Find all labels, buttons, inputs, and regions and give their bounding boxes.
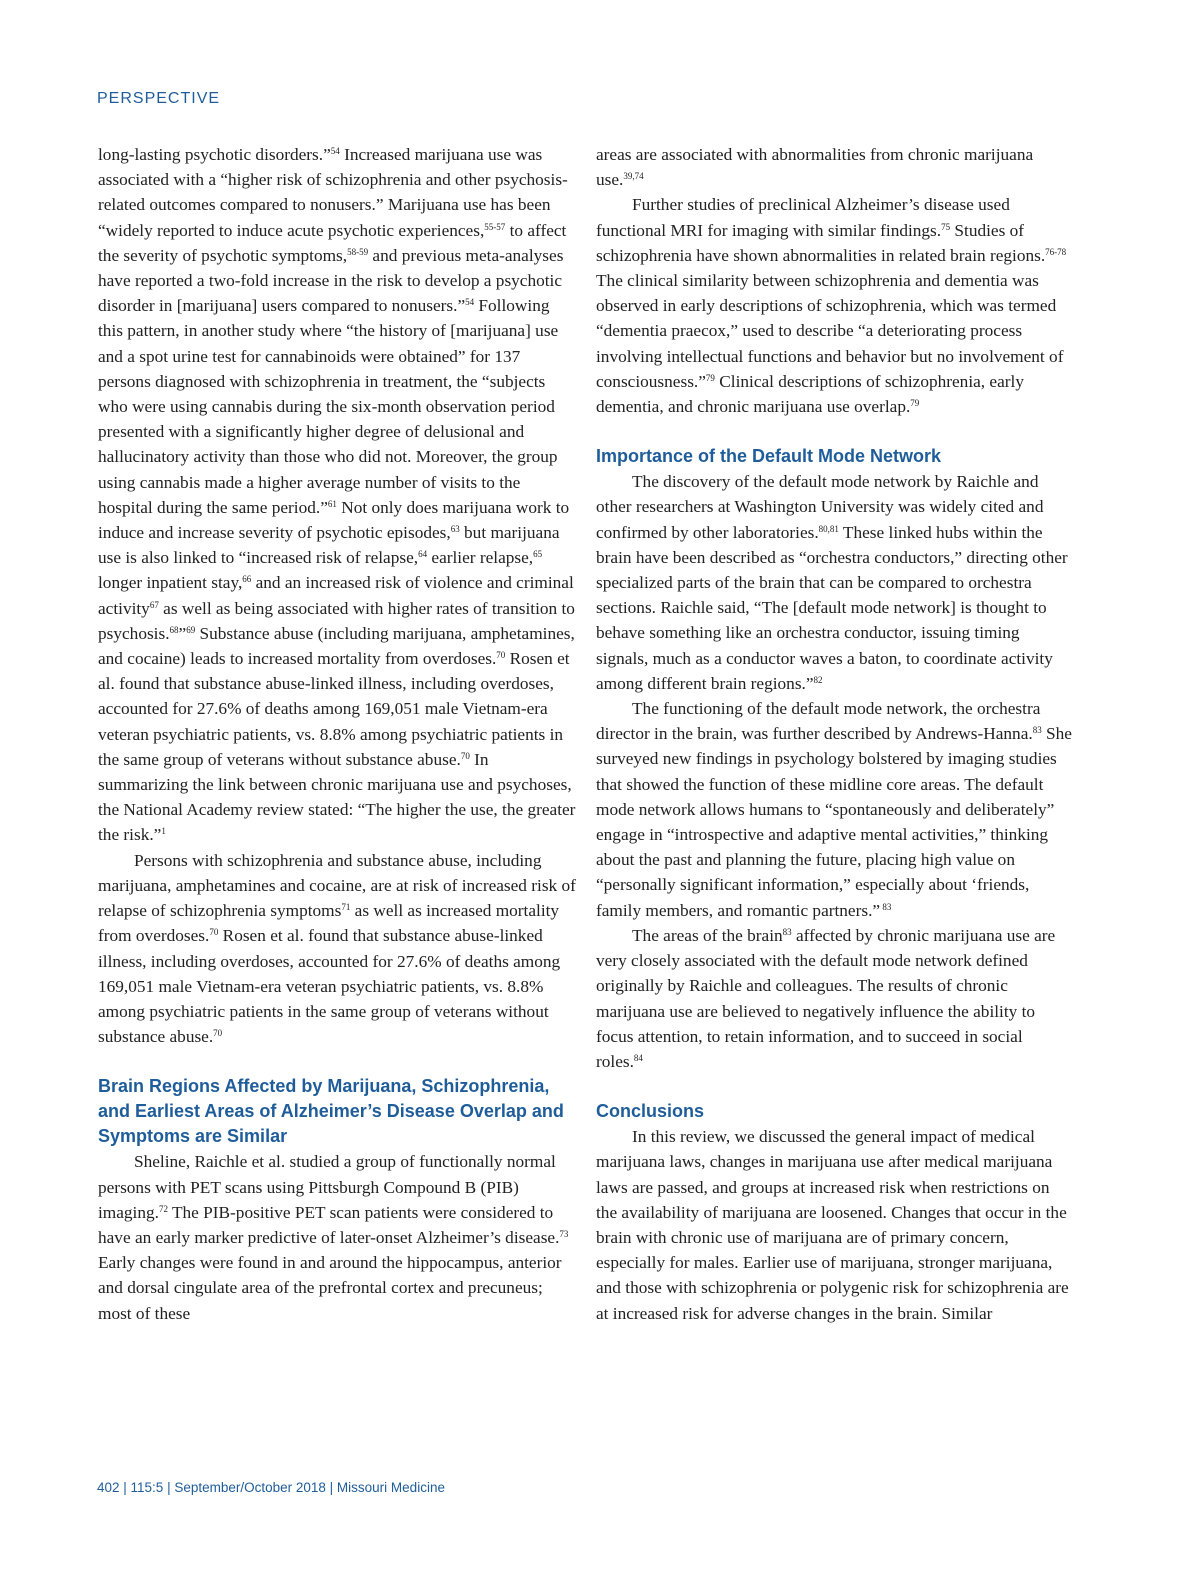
citation-superscript: 83 (880, 901, 892, 912)
text-run: to affect the severity of psychotic symptoms, (98, 220, 567, 265)
citation-superscript: 55-57 (484, 221, 506, 232)
right-paragraph-4 (596, 696, 1072, 923)
citation-superscript: 54 (330, 146, 340, 156)
citation-superscript: 64 (418, 549, 428, 560)
text-run: Rosen et al. found that substance abuse-linked illness, including overdoses, accounted for 27.6% of deaths among 169,051 male Vietnam-era veteran psychiatric patients, vs. 8.8% among psychiatric patients in the same group of veterans without substance abuse. (98, 649, 570, 769)
citation-superscript: 1 (161, 826, 166, 837)
citation-superscript: 63 (450, 524, 460, 535)
text-run: The discovery of the default mode network by Raichle and other researchers at Washington University was widely cited and confirmed by other laboratories. (596, 472, 1044, 542)
text-run: Further studies of preclinical Alzheimer’s disease used functional MRI for imaging with similar findings. (596, 195, 1010, 240)
citation-superscript: 79 (910, 398, 920, 409)
citation-superscript: 84 (633, 1052, 643, 1063)
citation-superscript: 39,74 (623, 171, 644, 182)
text-run: These linked hubs within the brain have been described as “orchestra conductors,” directing other specialized parts of the brain that can be compared to orchestra sections. Raichle said, “The [default mode network] is thought to behave something like an orchestra conductor, issuing timing signals, much as a conductor waves a baton, to coordinate activity among different brain regions.” (596, 522, 1068, 693)
text-run: Substance abuse (including marijuana, amphetamines, and cocaine) leads to increased mortality from overdoses. (98, 623, 575, 669)
section-label: PERSPECTIVE (97, 90, 221, 107)
citation-superscript: 54 (465, 297, 475, 308)
citation-superscript: 72 (158, 1203, 168, 1214)
citation-superscript: 65 (533, 549, 543, 560)
text-run: Rosen et al. found that substance abuse-linked illness, including overdoses, accounted for 27.6% of deaths among 169,051 male Vietnam-era veteran psychiatric patients, vs. 8.8% among psychiatric patients in the same group of veterans without substance abuse. (98, 926, 561, 1047)
text-run: longer inpatient stay, (98, 573, 243, 593)
text-run: In this review, we discussed the general impact of medical marijuana laws, changes in marijuana use after medical marijuana laws are passed, and groups at increased risk when restrictions on the availability of marijuana are loosened. Changes that occur in the brain with chronic use of marijuana are of primary concern, especially for males. Earlier use of marijuana, stronger marijuana, and those with schizophrenia or polygenic risk for schizophrenia are at increased risk for adverse changes in the brain. Similar (596, 1127, 1069, 1323)
text-run: She surveyed new findings in psychology bolstered by imaging studies that showed the function of these midline core areas. The default mode network allows humans to “spontaneously and deliberately” engage in “introspective and adaptive mental activities,” thinking about the past and planning the future, placing high value on “personally significant information,” especially about ‘friends, family members, and romantic partners.” (596, 724, 1072, 920)
text-run: and previous meta-analyses have reported a two-fold increase in the risk to develop a psychotic disorder in [marijuana] users compared to nonusers.” (98, 245, 564, 316)
text-run: Not only does marijuana work to induce and increase severity of psychotic episodes, (98, 497, 570, 543)
citation-superscript: 68 (169, 624, 179, 635)
text-run: and an increased risk of violence and criminal activity (98, 573, 574, 618)
right-column (596, 142, 1072, 1326)
text-run: The areas of the brain (632, 925, 783, 945)
text-run: Clinical descriptions of schizophrenia, early dementia, and chronic marijuana use overlap. (596, 371, 1024, 417)
left-paragraph-3 (98, 1149, 576, 1325)
citation-superscript: 76-78 (1045, 246, 1067, 257)
citation-superscript: 66 (242, 574, 252, 585)
left-paragraph-2 (98, 848, 576, 1050)
text-run: but marijuana use is also linked to “increased risk of relapse, (98, 523, 560, 568)
right-paragraph-6 (596, 1124, 1072, 1326)
citation-superscript: 83 (1032, 725, 1042, 736)
citation-superscript: 82 (813, 674, 823, 685)
text-run: as well as increased mortality from overdoses. (98, 901, 560, 946)
right-paragraph-3 (596, 469, 1072, 696)
citation-superscript: 61 (327, 498, 337, 509)
heading-conclusions: Conclusions (596, 1101, 705, 1122)
text-run: affected by chronic marijuana use are very closely associated with the default mode network defined originally by Raichle and colleagues. The results of chronic marijuana use are believed to negatively influence the ability to focus attention, to retain information, and to succeed in social roles. (596, 925, 1056, 1071)
text-run: Early changes were found in and around the hippocampus, anterior and dorsal cingulate area of the prefrontal cortex and precuneus; most of these (98, 1253, 562, 1323)
citation-superscript: 70 (460, 750, 470, 761)
text-run: areas are associated with abnormalities from chronic marijuana use. (596, 145, 1034, 190)
citation-superscript: 73 (559, 1228, 569, 1239)
text-run: ” (178, 623, 187, 643)
right-paragraph-5 (596, 923, 1072, 1074)
text-run: long-lasting psychotic disorders.” (98, 145, 331, 164)
page-footer: 402 | 115:5 | September/October 2018 | Missouri Medicine (97, 1480, 445, 1495)
text-run: Studies of schizophrenia have shown abnormalities in related brain regions. (596, 220, 1046, 265)
text-run: The PIB-positive PET scan patients were considered to have an early marker predictive of later-onset Alzheimer’s disease. (98, 1202, 560, 1247)
citation-superscript: 70 (496, 650, 506, 661)
text-run: The clinical similarity between schizophrenia and dementia was observed in early descriptions of schizophrenia, which was termed “dementia praecox,” used to describe “a deteriorating process involving intellectual functions and behavior but no involvement of consciousness.” (596, 271, 1064, 391)
left-paragraph-1 (98, 142, 576, 848)
right-paragraph-1 (596, 142, 1072, 192)
heading-default-mode-network: Importance of the Default Mode Network (596, 446, 942, 467)
text-run: Increased marijuana use was associated with a “higher risk of schizophrenia and other psychosis-related outcomes compared to nonusers.” Marijuana use has been “widely reported to induce acute psychotic experiences, (98, 145, 568, 240)
right-paragraph-2 (596, 192, 1072, 419)
text-run: as well as being associated with higher rates of transition to psychosis. (98, 598, 575, 643)
citation-superscript: 69 (186, 624, 196, 635)
citation-superscript: 67 (149, 599, 159, 610)
citation-superscript: 75 (941, 221, 951, 232)
citation-superscript: 70 (209, 927, 219, 938)
citation-superscript: 80,81 (818, 523, 839, 534)
citation-superscript: 70 (213, 1028, 223, 1039)
citation-superscript: 83 (782, 926, 792, 937)
text-run: Following this pattern, in another study where “the history of [marijuana] use and a spot urine test for cannabinoids were obtained” for 137 persons diagnosed with schizophrenia in treatment, the “subjects who were using cannabis during the six-month observation period presented with a significantly higher degree of delusional and hallucinatory activity than those who did not. Moreover, the group using cannabis made a higher average number of visits to the hospital during the same period.” (98, 296, 559, 517)
left-column (98, 142, 576, 1326)
text-run: The functioning of the default mode network, the orchestra director in the brain, was further described by Andrews-Hanna. (596, 699, 1041, 744)
heading-brain-regions: Brain Regions Affected by Marijuana, Schizophrenia, and Earliest Areas of Alzheimer’s Disease Overlap and Symptoms are Similar (98, 1076, 564, 1147)
text-run: Sheline, Raichle et al. studied a group of functionally normal persons with PET scans using Pittsburgh Compound B (PIB) imaging. (98, 1152, 556, 1222)
text-run: Persons with schizophrenia and substance abuse, including marijuana, amphetamines and cocaine, are at risk of increased risk of relapse of schizophrenia symptoms (98, 850, 576, 921)
citation-superscript: 58-59 (347, 246, 369, 257)
citation-superscript: 79 (705, 372, 715, 383)
text-run: earlier relapse, (427, 548, 534, 568)
citation-superscript: 71 (341, 902, 351, 913)
text-run: In summarizing the link between chronic marijuana use and psychoses, the National Academy review stated: “The higher the use, the greater the risk.” (98, 749, 576, 845)
